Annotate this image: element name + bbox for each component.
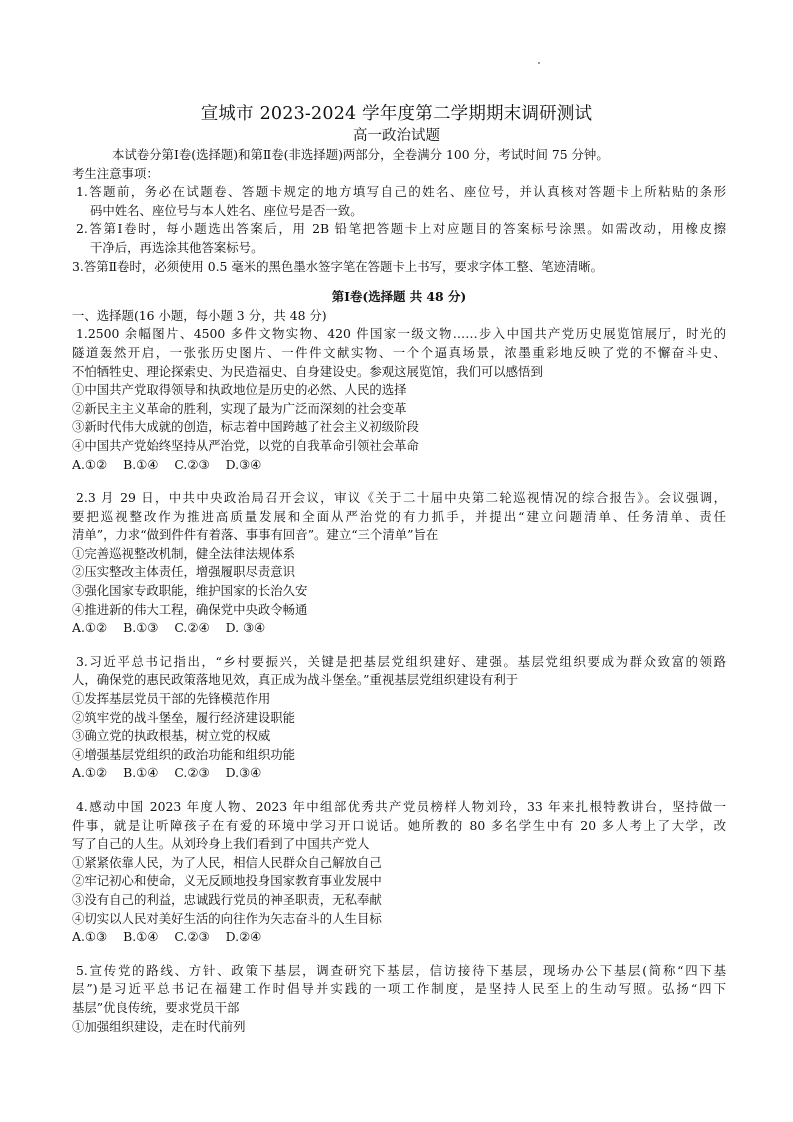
question-5 — [72, 962, 726, 1036]
q4-statement-4: ④切实以人民对美好生活的向往作为矢志奋斗的人生目标 — [72, 910, 382, 926]
q2-stem-line-1: 2.3 月 29 日，中共中央政治局召开会议，审议《关于二十届中央第二轮巡视情况的综合报告》。会议强调， — [76, 490, 726, 506]
q2-stem-line-2: 要把巡视整改作为推进高质量发展和全面从严治党的有力抓手，并提出“建立问题清单、任务清单、责任 — [72, 508, 726, 524]
q3-statement-3: ③确立党的执政根基，树立党的权威 — [72, 728, 271, 744]
q2-choice-d: D. ③④ — [225, 620, 266, 636]
spacer — [72, 474, 726, 489]
q3-statement-1: ①发挥基层党员干部的先锋模范作用 — [72, 691, 271, 707]
exam-body — [72, 146, 726, 1036]
q2-statement-1: ①完善巡视整改机制，健全法律法规体系 — [72, 545, 296, 561]
q4-stem-line-3: 写了自己的人生。从刘玲身上我们看到了中国共产党人 — [72, 836, 370, 852]
q3-choice-a: A.①② — [72, 765, 108, 781]
q3-choice-c: C.②③ — [174, 765, 210, 781]
q4-statement-3: ③没有自己的利益，忠诚践行党员的神圣职责，无私奉献 — [72, 891, 382, 907]
scan-speck — [538, 62, 540, 64]
section-title: 第Ⅰ卷(选择题 共 48 分) — [331, 289, 467, 305]
q5-stem-line-3: 基层”优良传统，要求党员干部 — [72, 999, 240, 1015]
q1-statement-2: ②新民主主义革命的胜利，实现了最为广泛而深刻的社会变革 — [72, 400, 407, 416]
spacer — [72, 783, 726, 798]
q3-statement-4: ④增强基层党组织的政治功能和组织功能 — [72, 746, 296, 762]
spacer — [72, 947, 726, 962]
q3-choice-b: B.①④ — [123, 765, 159, 781]
q2-stem-line-3: 清单”，力求“做到件件有着落、事事有回音”。建立“三个清单”旨在 — [72, 527, 439, 543]
q1-stem-line-1: 1.2500 余幅图片、4500 多件文物实物、420 件国家一级文物……步入中国共产党历史展览馆展厅，时光的 — [76, 326, 726, 342]
q1-statement-1: ①中国共产党取得领导和执政地位是历史的必然、人民的选择 — [72, 382, 407, 398]
question-4 — [72, 798, 726, 947]
q2-choice-c: C.②④ — [174, 620, 210, 636]
q3-choice-d: D.③④ — [225, 765, 262, 781]
q5-statement-1: ①加强组织建设，走在时代前列 — [72, 1018, 246, 1034]
q4-choice-a: A.①③ — [72, 929, 108, 945]
question-2 — [72, 489, 726, 638]
q1-choice-a: A.①② — [72, 456, 108, 472]
q1-choice-d: D.③④ — [225, 456, 262, 472]
exam-title: 宣城市 2023-2024 学年度第二学期期末调研测试 — [200, 104, 593, 124]
q3-choices — [72, 764, 726, 783]
q1-statement-4: ④中国共产党始终坚持从严治党，以党的自我革命引领社会革命 — [72, 437, 419, 453]
q4-stem-line-1: 4.感动中国 2023 年度人物、2023 年中组部优秀共产党员榜样人物刘玲，33 年来扎根特教讲台，坚持做一 — [76, 799, 726, 814]
q3-statement-2: ②筑牢党的战斗堡垒，履行经济建设职能 — [72, 709, 296, 725]
exam-intro: 本试卷分第Ⅰ卷(选择题)和第Ⅱ卷(非选择题)两部分，全卷满分 100 分，考试时间 75 分钟。 — [112, 147, 609, 162]
q2-choice-a: A.①② — [72, 620, 108, 636]
question-1 — [72, 325, 726, 474]
q4-choice-c: C.②③ — [174, 929, 210, 945]
q5-stem-line-1: 5.宣传党的路线、方针、政策下基层，调查研究下基层，信访接待下基层，现场办公下基层(简称“四下基 — [76, 962, 726, 978]
q1-stem-line-2: 隧道轰然开启，一张张历史图片、一件件文献实物、一个个逼真场景，浓墨重彩地反映了党的不懈奋斗史、 — [72, 344, 726, 360]
q2-statement-4: ④推进新的伟大工程，确保党中央政令畅通 — [72, 601, 308, 617]
q2-choices — [72, 619, 726, 638]
q2-choice-b: B.①③ — [123, 620, 159, 636]
q4-statement-2: ②牢记初心和使命，义无反顾地投身国家教育事业发展中 — [72, 873, 382, 889]
exam-subtitle: 高一政治试题 — [353, 128, 440, 144]
q4-choice-b: B.①④ — [123, 929, 159, 945]
note-3: 3.答第Ⅱ卷时，必须使用 0.5 毫米的黑色墨水签字笔在答题卡上书写，要求字体工整、笔迹清晰。 — [72, 258, 604, 274]
q3-stem-line-2: 人，确保党的惠民政策落地见效，真正成为战斗堡垒。”重视基层党组织建设有利于 — [72, 672, 519, 688]
q2-statement-3: ③强化国家专政职能，维护国家的长治久安 — [72, 583, 308, 599]
q4-statement-1: ①紧紧依靠人民，为了人民，相信人民群众自己解放自己 — [72, 854, 382, 870]
q1-choices — [72, 456, 726, 475]
q1-statement-3: ③新时代伟大成就的创造，标志着中国跨越了社会主义初级阶段 — [72, 419, 419, 435]
q4-choice-d: D.②④ — [225, 929, 262, 945]
q1-choice-b: B.①④ — [123, 456, 159, 472]
q4-stem-line-2: 件事，就是让听障孩子在有爱的环境中学习开口说话。她所教的 80 多名学生中有 20 多人考上了大学，改 — [72, 817, 726, 833]
note-1-line-2: 码中姓名、座位号与本人姓名、座位号是否一致。 — [90, 202, 363, 218]
q1-choice-c: C.②③ — [174, 456, 210, 472]
question-3 — [72, 653, 726, 783]
notes-heading: 考生注意事项： — [72, 165, 159, 181]
q2-statement-2: ②压实整改主体责任，增强履职尽责意识 — [72, 564, 296, 580]
note-2-line-1: 2.答第Ⅰ卷时，每小题选出答案后，用 2B 铅笔把答题卡上对应题目的答案标号涂黑。如需改动，用橡皮擦 — [76, 221, 726, 237]
q5-stem-line-2: 层”)是习近平总书记在福建工作时倡导并实践的一项工作制度，是坚持人民至上的生动写照。弘扬“四下 — [72, 981, 726, 997]
note-1-line-1: 1.答题前，务必在试题卷、答题卡规定的地方填写自己的姓名、座位号，并认真核对答题卡上所粘贴的条形 — [76, 184, 726, 200]
part-heading: 一、选择题(16 小题，每小题 3 分，共 48 分) — [72, 307, 327, 323]
q3-stem-line-1: 3.习近平总书记指出，“乡村要振兴，关键是把基层党组织建好、建强。基层党组织要成为群众致富的领路 — [76, 653, 726, 669]
spacer — [72, 638, 726, 653]
q1-stem-line-3: 不怕牺牲史、理论探索史、为民造福史、自身建设史。参观这展览馆，我们可以感悟到 — [72, 363, 543, 379]
q4-choices — [72, 928, 726, 947]
note-2-line-2: 干净后，再选涂其他答案标号。 — [90, 239, 264, 255]
